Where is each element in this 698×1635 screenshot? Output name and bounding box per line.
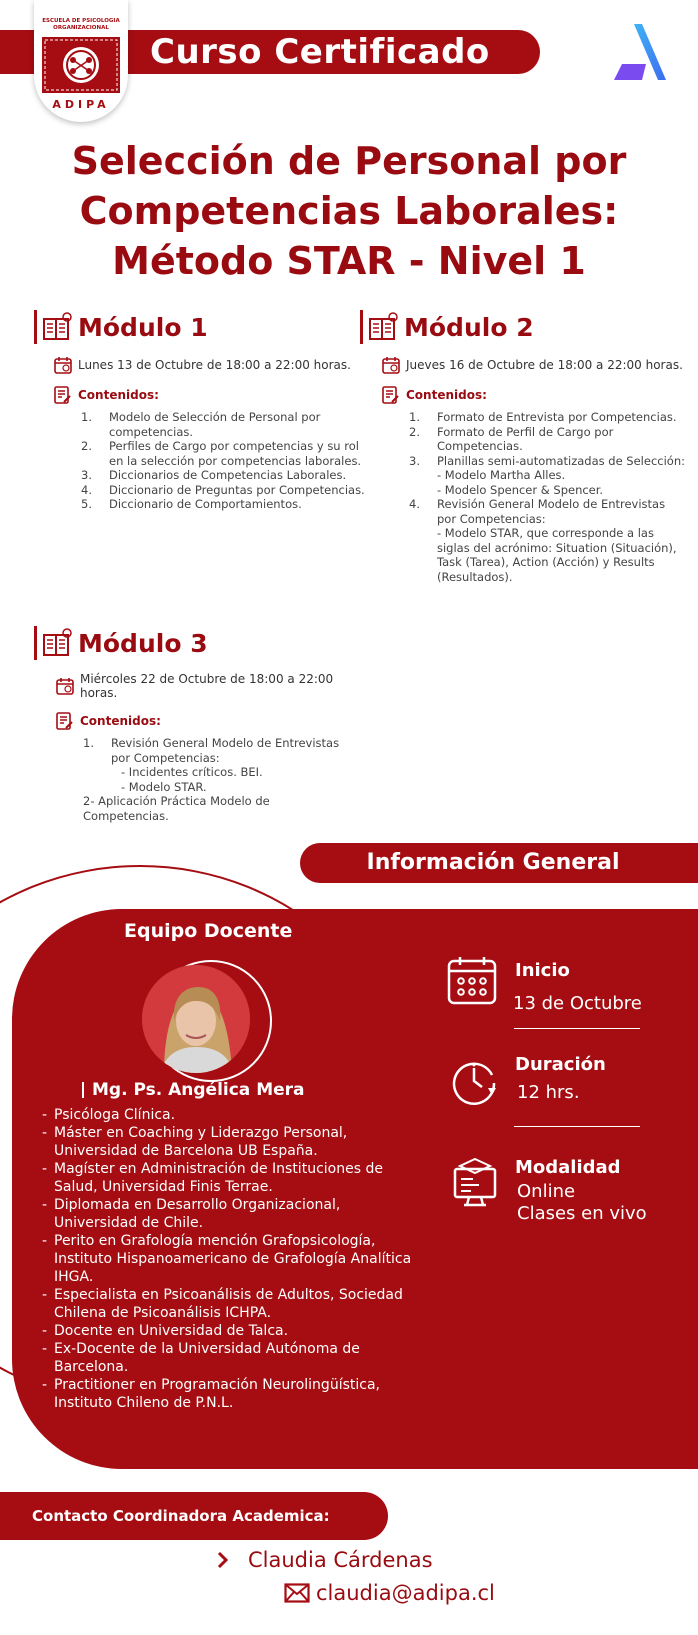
adipa-logo bbox=[34, 0, 128, 122]
sub-item: - Modelo Spencer & Spencer. bbox=[437, 482, 604, 497]
cv-item: - Practitioner en Programación Neurolingüística, Instituto Chileno de P.N.L. bbox=[42, 1376, 422, 1412]
document-edit-icon bbox=[56, 712, 74, 730]
list-item bbox=[81, 468, 371, 483]
contact-name bbox=[216, 1548, 433, 1572]
duration-value: 12 hrs. bbox=[517, 1082, 580, 1103]
modality-value-online: Online bbox=[517, 1181, 576, 1202]
calendar-icon bbox=[382, 356, 400, 374]
item-text: Formato de Perfil de Cargo por Competencias. bbox=[437, 424, 614, 453]
item-text bbox=[437, 497, 685, 584]
calendar-icon bbox=[54, 356, 72, 374]
online-class-icon bbox=[452, 1157, 498, 1207]
teacher-avatar bbox=[142, 965, 250, 1073]
book-bulb-icon bbox=[42, 311, 74, 343]
chevron-right-icon bbox=[216, 1550, 230, 1570]
item-number: 4. bbox=[409, 497, 420, 511]
cv-item: - Ex-Docente de la Universidad Autónoma de Barcelona. bbox=[42, 1340, 422, 1376]
calendar-icon bbox=[56, 677, 74, 695]
modality-label: Modalidad bbox=[515, 1157, 621, 1178]
item-number: 1. bbox=[409, 410, 420, 424]
item-text: Perfiles de Cargo por competencias y su rol en la selección por competencias laborales. bbox=[109, 439, 362, 468]
module-2-date bbox=[382, 356, 690, 374]
book-bulb-icon bbox=[368, 311, 400, 343]
list-item bbox=[409, 410, 685, 425]
brand-a-icon bbox=[612, 22, 668, 82]
cv-item-text: Docente en Universidad de Talca. bbox=[54, 1323, 289, 1339]
team-label: Equipo Docente bbox=[124, 920, 293, 942]
module-3-contents-label bbox=[56, 712, 374, 730]
modality-value-live: Clases en vivo bbox=[517, 1203, 647, 1224]
teacher-cv-list bbox=[42, 1106, 422, 1412]
list-item bbox=[81, 410, 371, 439]
item-text: Formato de Entrevista por Competencias. bbox=[437, 410, 677, 424]
mail-icon bbox=[284, 1583, 310, 1603]
course-title-line3: Método STAR - Nivel 1 bbox=[112, 239, 586, 283]
module-2-header bbox=[360, 310, 690, 344]
document-edit-icon bbox=[54, 386, 72, 404]
item-number: 5. bbox=[81, 497, 92, 511]
logo-word: ADIPA bbox=[52, 98, 110, 111]
item-number: 1. bbox=[81, 410, 92, 424]
module-1-header bbox=[34, 310, 364, 344]
cv-item: - Perito en Grafología mención Grafopsicología, Instituto Hispanoamericano de Grafología Analítica IHGA. bbox=[42, 1232, 422, 1286]
duration-label: Duración bbox=[515, 1054, 606, 1075]
list-item bbox=[81, 497, 371, 512]
module-1-list bbox=[81, 410, 371, 512]
item-text bbox=[111, 736, 343, 794]
item-text: Modelo de Selección de Personal por competencias. bbox=[109, 410, 321, 439]
item-text: Diccionario de Comportamientos. bbox=[109, 497, 302, 511]
list-item bbox=[81, 439, 371, 468]
contents-label-text: Contenidos: bbox=[80, 714, 161, 728]
cv-item-text: Practitioner en Programación Neurolingüística, Instituto Chileno de P.N.L. bbox=[54, 1377, 380, 1411]
item-text: Diccionarios de Competencias Laborales. bbox=[109, 468, 347, 482]
cv-item: - Máster en Coaching y Liderazgo Personal, Universidad de Barcelona UB España. bbox=[42, 1124, 422, 1160]
cv-item-text: Magíster en Administración de Instituciones de Salud, Universidad Finis Terrae. bbox=[54, 1161, 383, 1195]
name-accent-bar bbox=[82, 1082, 84, 1098]
sub-item: - Modelo STAR. bbox=[121, 779, 207, 794]
person-photo-icon bbox=[142, 965, 250, 1073]
module-3-title: Módulo 3 bbox=[78, 628, 208, 658]
cv-item-text: Máster en Coaching y Liderazgo Personal, Universidad de Barcelona UB España. bbox=[54, 1125, 348, 1159]
item-text bbox=[437, 454, 685, 498]
module-2 bbox=[360, 310, 690, 584]
document-edit-icon bbox=[382, 386, 400, 404]
item-number: 1. bbox=[83, 736, 94, 750]
list-item bbox=[409, 425, 685, 454]
module-1 bbox=[34, 310, 364, 512]
book-bulb-icon bbox=[42, 627, 74, 659]
cv-item-text: Psicóloga Clínica. bbox=[54, 1107, 176, 1123]
info-title: Información General bbox=[366, 850, 620, 875]
item-text-main: Planillas semi-automatizadas de Selección: bbox=[437, 453, 685, 468]
divider bbox=[514, 1028, 640, 1029]
list-item bbox=[83, 736, 343, 794]
module-accent-bar bbox=[34, 626, 37, 660]
module-2-date-text: Jueves 16 de Octubre de 18:00 a 22:00 horas. bbox=[406, 358, 683, 372]
list-item bbox=[81, 483, 371, 498]
teacher-name-text: Mg. Ps. Angélica Mera bbox=[92, 1080, 305, 1100]
list-item bbox=[409, 497, 685, 584]
cv-item-text: Diplomada en Desarrollo Organizacional, Universidad de Chile. bbox=[54, 1197, 341, 1231]
course-title-line1: Selección de Personal por bbox=[71, 139, 627, 183]
module-3-header bbox=[34, 626, 374, 660]
item-number: 3. bbox=[81, 468, 92, 482]
contents-label-text: Contenidos: bbox=[78, 388, 159, 402]
module-3-date-text: Miércoles 22 de Octubre de 18:00 a 22:00 horas. bbox=[79, 672, 334, 700]
module-2-contents-label bbox=[382, 386, 690, 404]
cv-item-text: Perito en Grafología mención Grafopsicología, Instituto Hispanoamericano de Grafología Analítica IHGA. bbox=[54, 1233, 412, 1285]
list-item bbox=[409, 454, 685, 498]
contact-email[interactable] bbox=[284, 1581, 495, 1605]
contact-title: Contacto Coordinadora Academica: bbox=[32, 1507, 330, 1525]
item-number: 2. bbox=[81, 439, 92, 453]
banner-title: Curso Certificado bbox=[150, 32, 490, 72]
cv-item: - Especialista en Psicoanálisis de Adultos, Sociedad Chilena de Psicoanálisis ICHPA. bbox=[42, 1286, 422, 1322]
cv-item-text: Especialista en Psicoanálisis de Adultos, Sociedad Chilena de Psicoanálisis ICHPA. bbox=[54, 1287, 403, 1321]
module-1-date-text: Lunes 13 de Octubre de 18:00 a 22:00 horas. bbox=[78, 358, 351, 372]
contact-email-text[interactable]: claudia@adipa.cl bbox=[316, 1581, 495, 1605]
item-text: 2- Aplicación Práctica Modelo de Competencias. bbox=[83, 794, 270, 823]
cv-item: - Docente en Universidad de Talca. bbox=[42, 1323, 289, 1339]
logo-emblem-icon bbox=[41, 36, 121, 94]
module-accent-bar bbox=[34, 310, 37, 344]
module-1-contents-label bbox=[54, 386, 364, 404]
start-label: Inicio bbox=[515, 960, 570, 981]
item-text-main: Revisión General Modelo de Entrevistas por Competencias: bbox=[437, 497, 666, 526]
cv-item: - Diplomada en Desarrollo Organizacional, Universidad de Chile. bbox=[42, 1196, 422, 1232]
item-number: 4. bbox=[81, 482, 92, 497]
course-title-line2: Competencias Laborales: bbox=[79, 189, 619, 233]
sub-item: - Modelo Martha Alles. bbox=[437, 468, 566, 482]
list-item bbox=[83, 794, 343, 823]
course-title bbox=[0, 136, 698, 286]
cv-item: - Magíster en Administración de Instituciones de Salud, Universidad Finis Terrae. bbox=[42, 1160, 422, 1196]
contents-label-text: Contenidos: bbox=[406, 388, 487, 402]
item-number: 2. bbox=[409, 424, 420, 439]
divider bbox=[514, 1126, 640, 1127]
module-3-date bbox=[56, 672, 374, 700]
module-1-date bbox=[54, 356, 364, 374]
cv-item-text: Ex-Docente de la Universidad Autónoma de Barcelona. bbox=[54, 1341, 360, 1375]
module-2-list bbox=[409, 410, 685, 584]
sub-item: - Modelo STAR, que corresponde a las siglas del acrónimo: Situation (Situación), Task (Tarea), Action (Acción) y Results (Resultados). bbox=[437, 526, 677, 584]
clock-icon bbox=[448, 1055, 500, 1107]
calendar-icon bbox=[446, 955, 498, 1007]
module-accent-bar bbox=[360, 310, 363, 344]
module-3 bbox=[34, 626, 374, 823]
module-3-list bbox=[83, 736, 343, 823]
item-text-main: Revisión General Modelo de Entrevistas por Competencias: bbox=[111, 736, 340, 765]
start-value: 13 de Octubre bbox=[513, 993, 642, 1014]
sub-item: - Incidentes críticos. BEI. bbox=[121, 765, 263, 779]
logo-school-text: ESCUELA DE PSICOLOGIA ORGANIZACIONAL bbox=[42, 18, 120, 31]
item-number: 3. bbox=[409, 453, 420, 468]
teacher-name bbox=[82, 1080, 305, 1100]
module-2-title: Módulo 2 bbox=[404, 312, 534, 342]
cv-item: - Psicóloga Clínica. bbox=[42, 1107, 176, 1123]
module-1-title: Módulo 1 bbox=[78, 312, 208, 342]
item-text: Diccionario de Preguntas por Competencias. bbox=[109, 482, 365, 497]
contact-name-text: Claudia Cárdenas bbox=[248, 1548, 433, 1572]
